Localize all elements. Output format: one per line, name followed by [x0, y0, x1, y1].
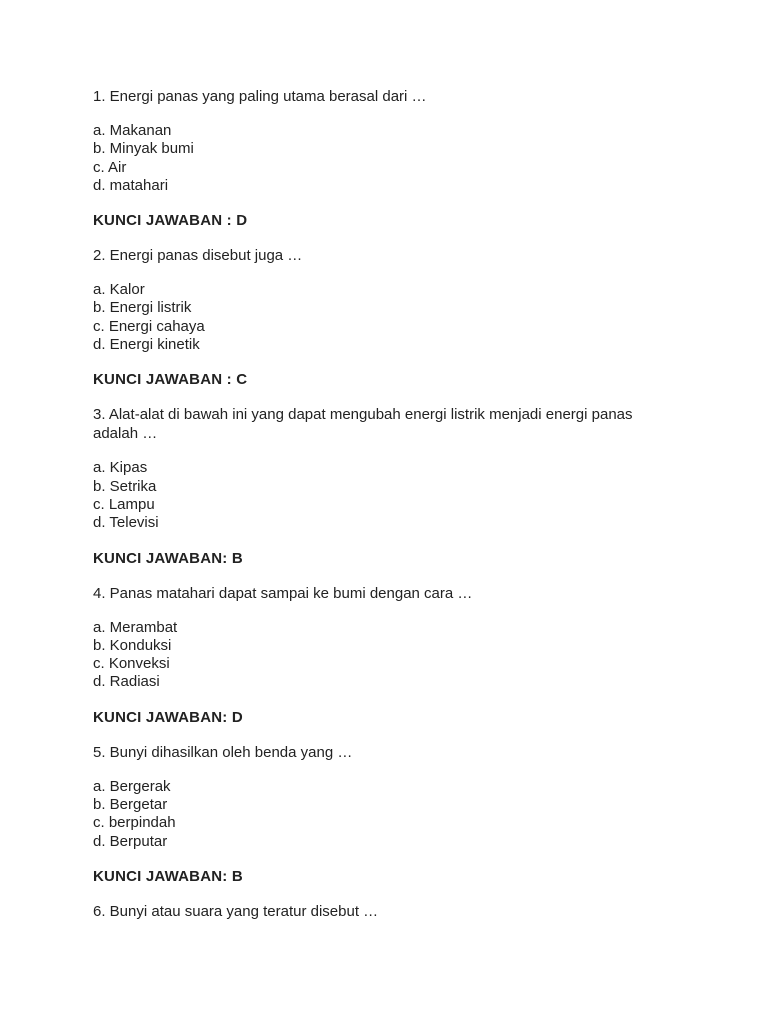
option-item: d. Berputar: [93, 832, 168, 850]
question-text: 1. Energi panas yang paling utama berasal dari …: [93, 88, 427, 105]
question-text: 6. Bunyi atau suara yang teratur disebut …: [93, 902, 379, 920]
option-item: a. Bergerak: [93, 777, 171, 795]
option-item: c. Konveksi: [93, 655, 170, 673]
question-text: 3. Alat-alat di bawah ini yang dapat mengubah energi listrik menjadi energi panas adalah …: [93, 406, 633, 443]
option-list: [93, 122, 673, 195]
option-item: a. Kalor: [93, 281, 145, 299]
answer-key: KUNCI JAWABAN : C: [93, 371, 248, 389]
option-item: d. matahari: [93, 176, 169, 194]
document-page: [93, 87, 673, 937]
question-text: 4. Panas matahari dapat sampai ke bumi dengan cara …: [93, 584, 473, 602]
option-list: [93, 281, 673, 354]
option-item: b. Setrika: [93, 477, 157, 495]
option-item: c. Energi cahaya: [93, 317, 205, 335]
option-item: b. Energi listrik: [93, 299, 192, 317]
option-item: b. Bergetar: [93, 796, 168, 814]
option-item: a. Makanan: [93, 122, 172, 139]
question-text: 5. Bunyi dihasilkan oleh benda yang …: [93, 743, 353, 761]
option-item: d. Televisi: [93, 514, 159, 532]
option-item: a. Merambat: [93, 618, 178, 636]
option-list: [93, 778, 673, 851]
option-item: c. Lampu: [93, 495, 155, 513]
question-text: 2. Energi panas disebut juga …: [93, 247, 303, 265]
option-list: [93, 619, 673, 692]
option-list: [93, 459, 673, 532]
answer-key: KUNCI JAWABAN: B: [93, 867, 243, 885]
option-item: c. Air: [93, 158, 127, 176]
answer-key: KUNCI JAWABAN : D: [93, 212, 248, 230]
option-item: d. Energi kinetik: [93, 336, 200, 354]
option-item: c. berpindah: [93, 814, 176, 832]
option-item: b. Minyak bumi: [93, 140, 194, 158]
option-item: b. Konduksi: [93, 636, 172, 654]
answer-key: KUNCI JAWABAN: D: [93, 708, 243, 726]
answer-key: KUNCI JAWABAN: B: [93, 549, 243, 567]
option-item: d. Radiasi: [93, 673, 160, 691]
option-item: a. Kipas: [93, 459, 148, 477]
